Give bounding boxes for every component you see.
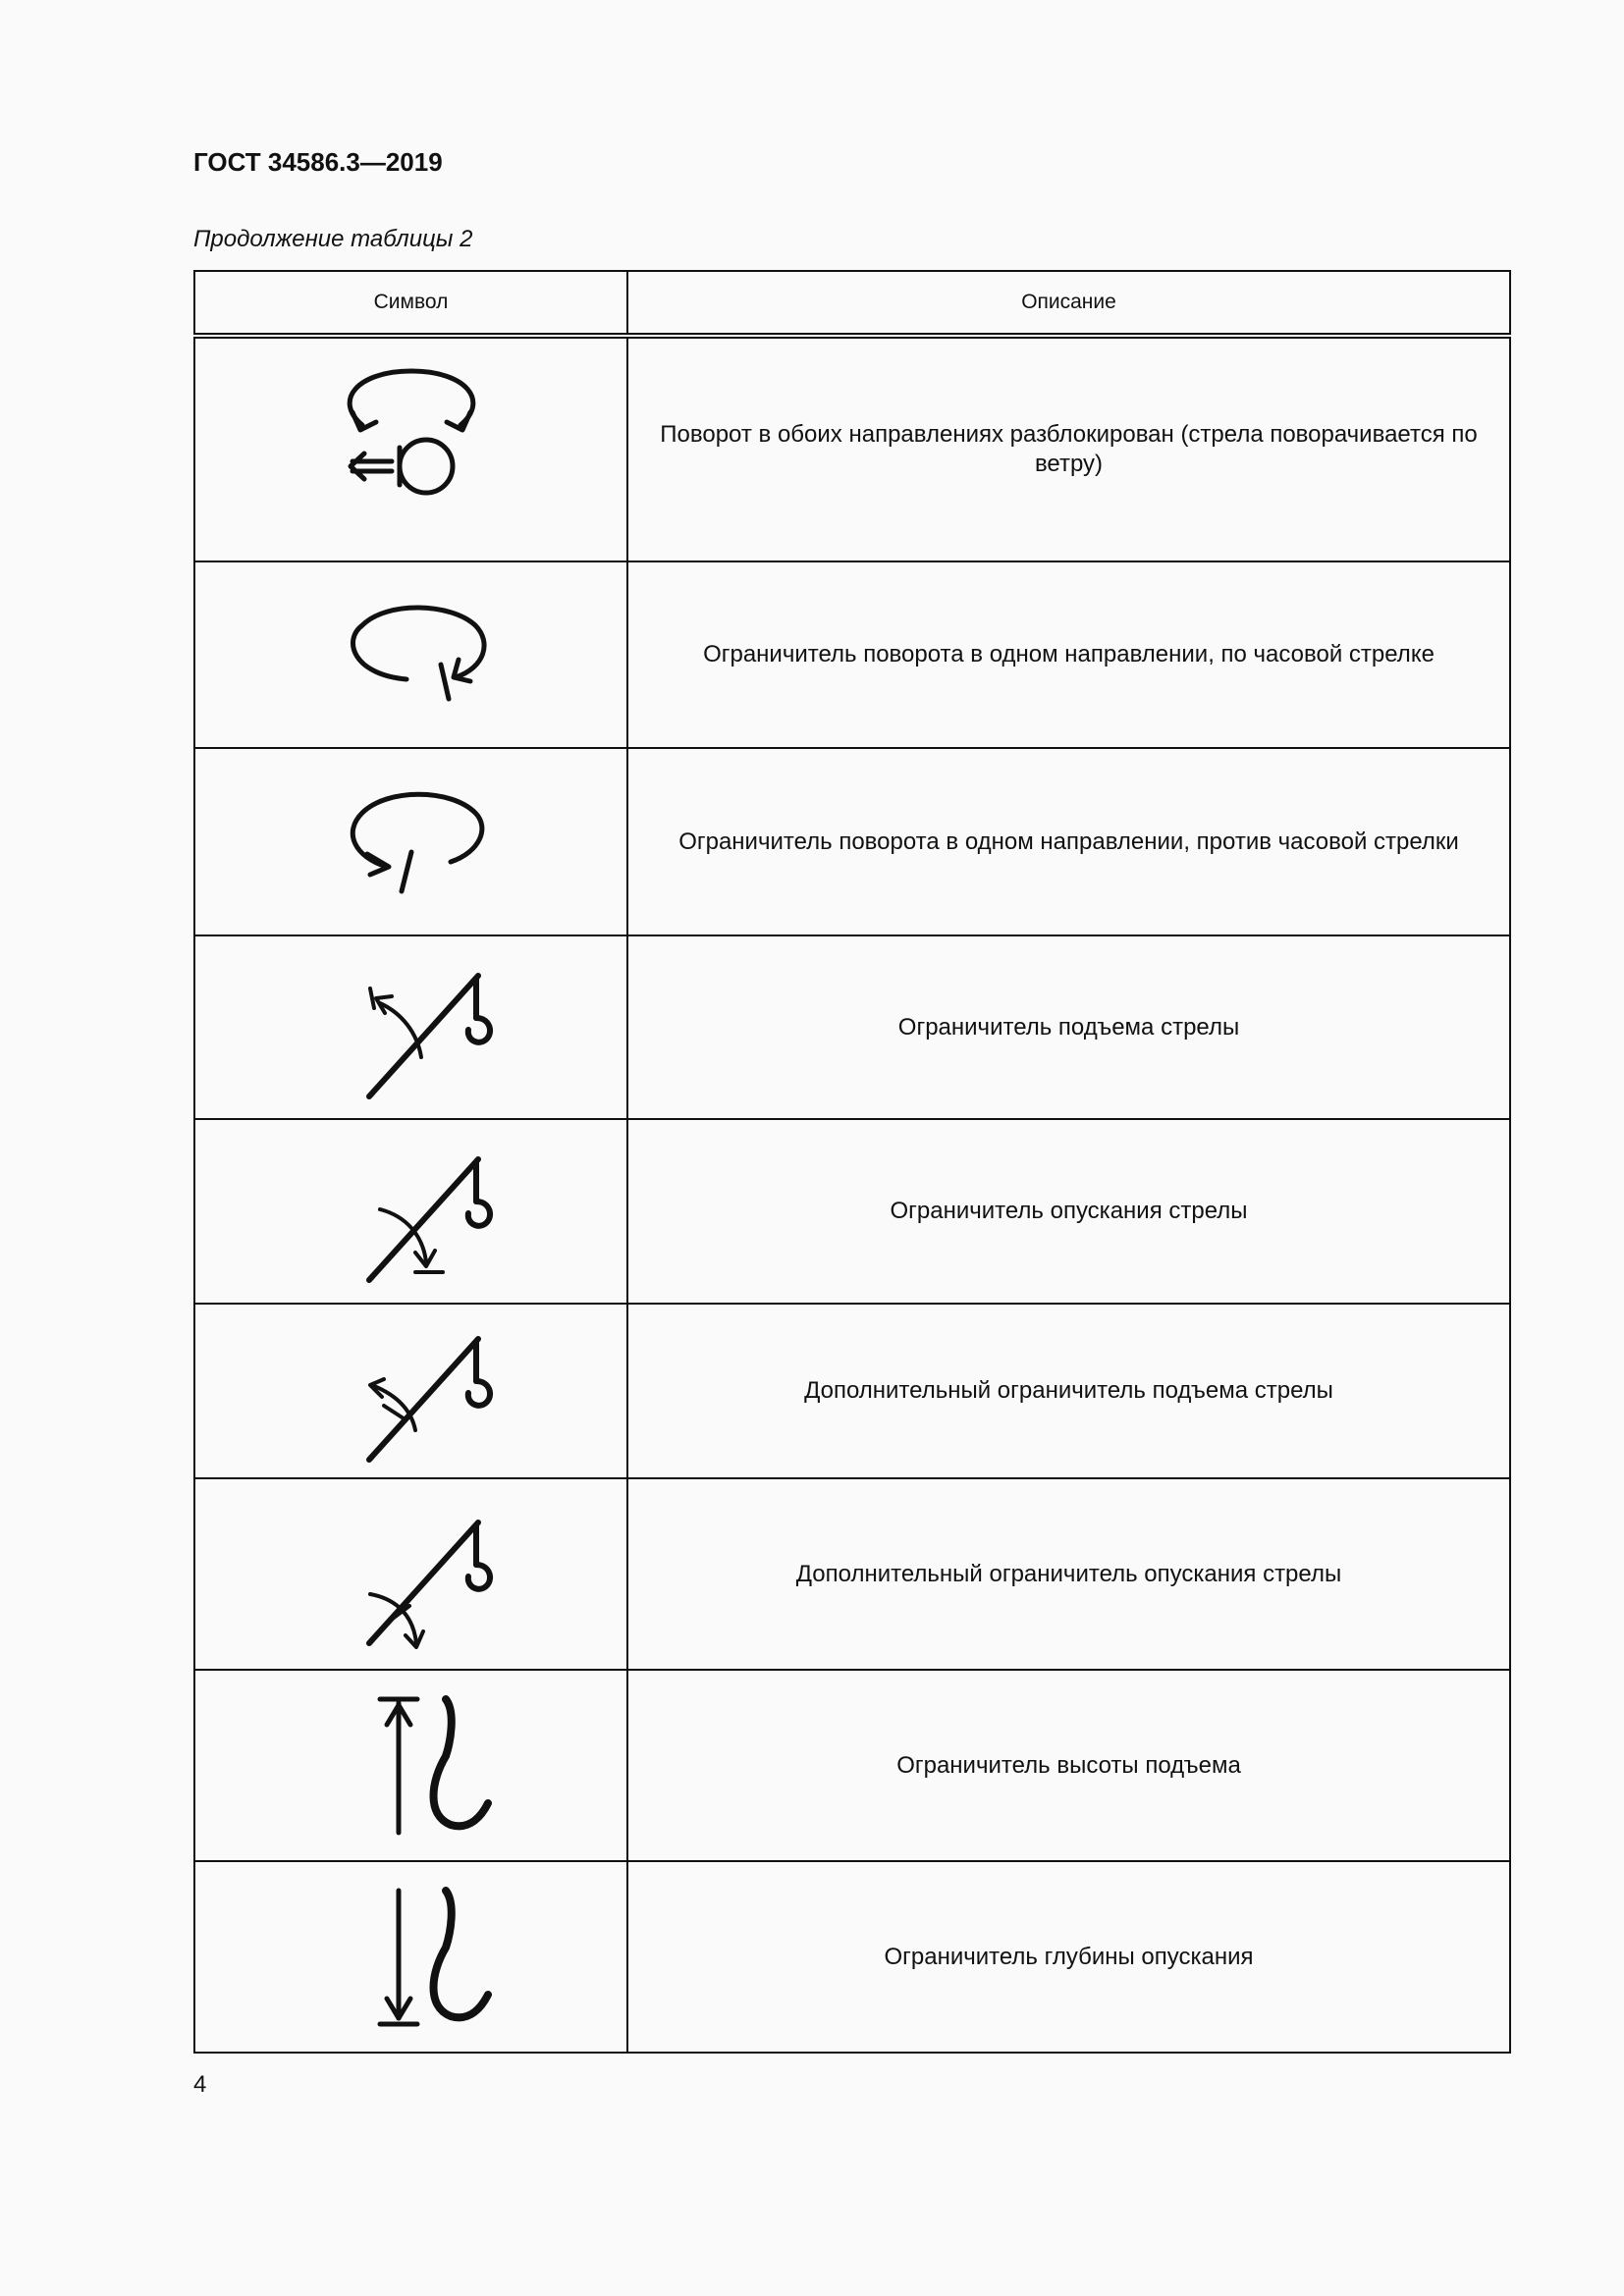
table-row — [194, 561, 1510, 748]
table-header-row — [194, 271, 1510, 336]
symbol-cell — [194, 336, 627, 561]
table-row — [194, 1304, 1510, 1478]
description-cell: Ограничитель опускания стрелы — [627, 1119, 1510, 1304]
description-cell: Ограничитель высоты подъема — [627, 1670, 1510, 1861]
table-row — [194, 1478, 1510, 1670]
table-row — [194, 1119, 1510, 1304]
lowering-depth-limiter-icon — [313, 1879, 510, 2036]
description-cell: Ограничитель подъема стрелы — [627, 935, 1510, 1119]
description-cell: Ограничитель поворота в одном направлении, по часовой стрелке — [627, 561, 1510, 748]
description-cell: Дополнительный ограничитель подъема стрелы — [627, 1304, 1510, 1478]
boom-raise-limiter-icon — [313, 949, 510, 1106]
boom-lower-limiter-icon — [313, 1133, 510, 1290]
column-header-symbol: Символ — [194, 271, 627, 336]
hoist-height-limiter-icon — [313, 1687, 510, 1844]
additional-boom-lower-limiter-icon — [313, 1496, 510, 1653]
symbol-cell — [194, 1304, 627, 1478]
description-cell: Поворот в обоих направлениях разблокирован (стрела поворачивается по ветру) — [627, 336, 1510, 561]
symbols-table — [193, 270, 1511, 2054]
symbol-cell — [194, 1119, 627, 1304]
table-row — [194, 748, 1510, 935]
table-row — [194, 1861, 1510, 2053]
symbol-cell — [194, 935, 627, 1119]
slewing-unlocked-both-directions-icon — [313, 351, 510, 548]
slewing-limiter-counterclockwise-icon — [313, 769, 510, 916]
symbol-cell — [194, 1670, 627, 1861]
symbol-cell — [194, 748, 627, 935]
symbol-cell — [194, 561, 627, 748]
column-header-description: Описание — [627, 271, 1510, 336]
additional-boom-raise-limiter-icon — [313, 1312, 510, 1469]
standard-designation: ГОСТ 34586.3—2019 — [193, 147, 443, 177]
table-row — [194, 336, 1510, 561]
symbol-cell — [194, 1861, 627, 2053]
slewing-limiter-clockwise-icon — [313, 581, 510, 728]
description-cell: Ограничитель глубины опускания — [627, 1861, 1510, 2053]
page-number: 4 — [193, 2071, 207, 2098]
table-row — [194, 935, 1510, 1119]
table-caption: Продолжение таблицы 2 — [193, 226, 473, 252]
symbol-cell — [194, 1478, 627, 1670]
description-cell: Дополнительный ограничитель опускания стрелы — [627, 1478, 1510, 1670]
description-cell: Ограничитель поворота в одном направлении, против часовой стрелки — [627, 748, 1510, 935]
table-row — [194, 1670, 1510, 1861]
